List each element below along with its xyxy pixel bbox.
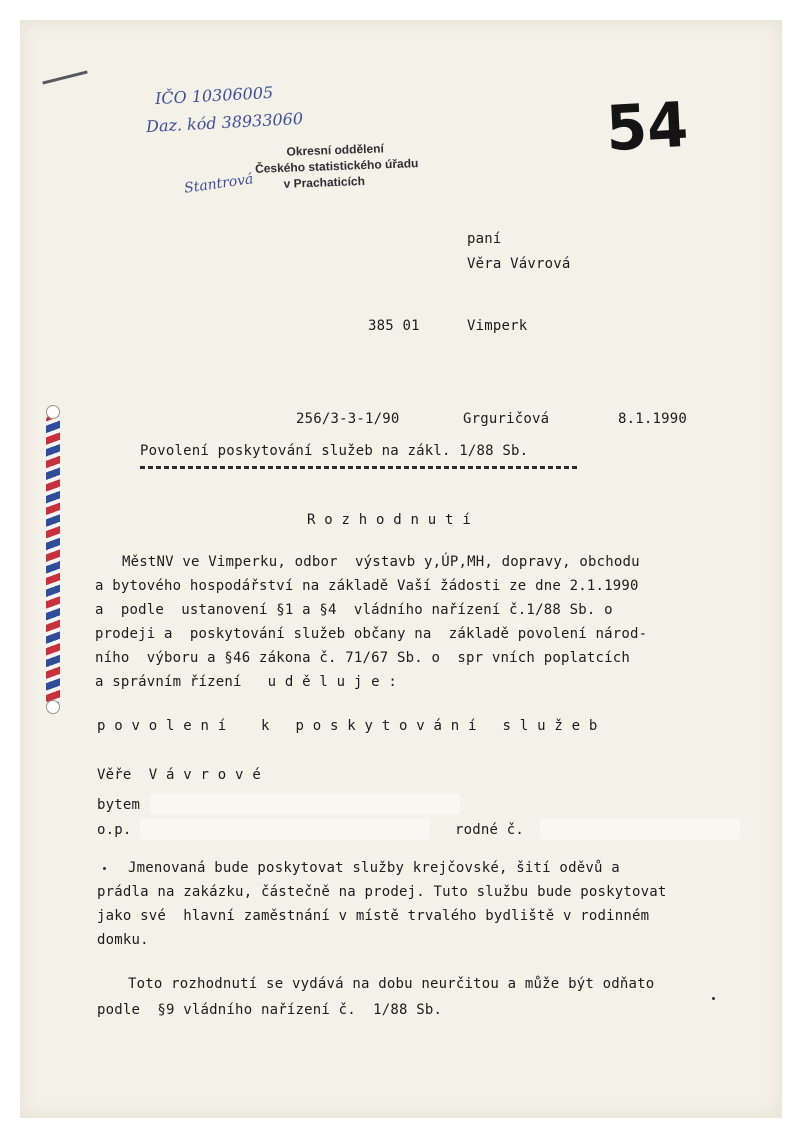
grant-title: p o v o l e n í k p o s k y t o v á n í s l u ž e b <box>97 718 598 734</box>
recipient-salutation: paní <box>467 231 502 247</box>
validity-line: Toto rozhodnutí se vydává na dobu neurčitou a může být odňato <box>128 976 655 992</box>
binding-string <box>46 414 60 706</box>
birth-number-label: rodné č. <box>455 822 525 838</box>
binding-hole-bottom <box>46 700 60 714</box>
reference-clerk: Grguričová <box>463 411 550 427</box>
validity-line: podle §9 vládního nařízení č. 1/88 Sb. <box>97 1002 443 1018</box>
recipient-city: Vimperk <box>467 318 528 334</box>
binding-hole-top <box>46 405 60 419</box>
stamp-line-1: Okresní oddělení <box>286 141 385 159</box>
service-line: jako své hlavní zaměstnání v místě trvalého bydliště v rodinném <box>97 908 650 924</box>
recipient-name: Věra Vávrová <box>467 256 571 272</box>
ink-dot <box>712 997 715 1000</box>
paragraph-mark <box>103 867 106 870</box>
stamp-line-2: Českého statistického úřadu <box>254 156 419 176</box>
redacted-id-card <box>140 818 430 840</box>
subject-line: Povolení poskytování služeb na zákl. 1/88 Sb. <box>140 443 529 459</box>
body-line: a podle ustanovení §1 a §4 vládního nařízení č.1/88 Sb. o <box>95 602 613 618</box>
handwritten-tax-code: Daz. kód 38933060 <box>145 108 304 137</box>
body-line: a bytového hospodářství na základě Vaší žádosti ze dne 2.1.1990 <box>95 578 639 594</box>
page-number: 54 <box>604 87 690 166</box>
redacted-residence <box>150 793 460 815</box>
office-stamp <box>254 139 419 193</box>
reference-date: 8.1.1990 <box>618 411 688 427</box>
body-line: MěstNV ve Vimperku, odbor výstavb y,ÚP,MH, dopravy, obchodu <box>122 554 640 570</box>
service-line: prádla na zakázku, částečně na prodej. Tuto službu bude poskytovat <box>97 884 667 900</box>
service-line: Jmenovaná bude poskytovat služby krejčovské, šití oděvů a <box>128 860 620 876</box>
id-card-label: o.p. <box>97 822 132 838</box>
reference-number: 256/3-3-1/90 <box>296 411 400 427</box>
recipient-postcode: 385 01 <box>368 318 420 334</box>
service-line: domku. <box>97 932 149 948</box>
subject-underline <box>140 466 578 469</box>
grantee-name: Věře V á v r o v é <box>97 767 261 783</box>
handwritten-ico: IČO 10306005 <box>154 82 274 109</box>
body-line: ního výboru a §46 zákona č. 71/67 Sb. o spr vních poplatcích <box>95 650 630 666</box>
redacted-birth-number <box>540 818 740 840</box>
stamp-line-3: v Prachaticích <box>283 174 366 191</box>
decision-heading: R o z h o d n u t í <box>307 512 471 528</box>
body-line: a správním řízení u d ě l u j e : <box>95 674 398 690</box>
handwritten-signature: Stantrová <box>183 171 255 197</box>
body-line: prodeji a poskytování služeb občany na základě povolení národ- <box>95 626 648 642</box>
residence-label: bytem <box>97 797 141 813</box>
